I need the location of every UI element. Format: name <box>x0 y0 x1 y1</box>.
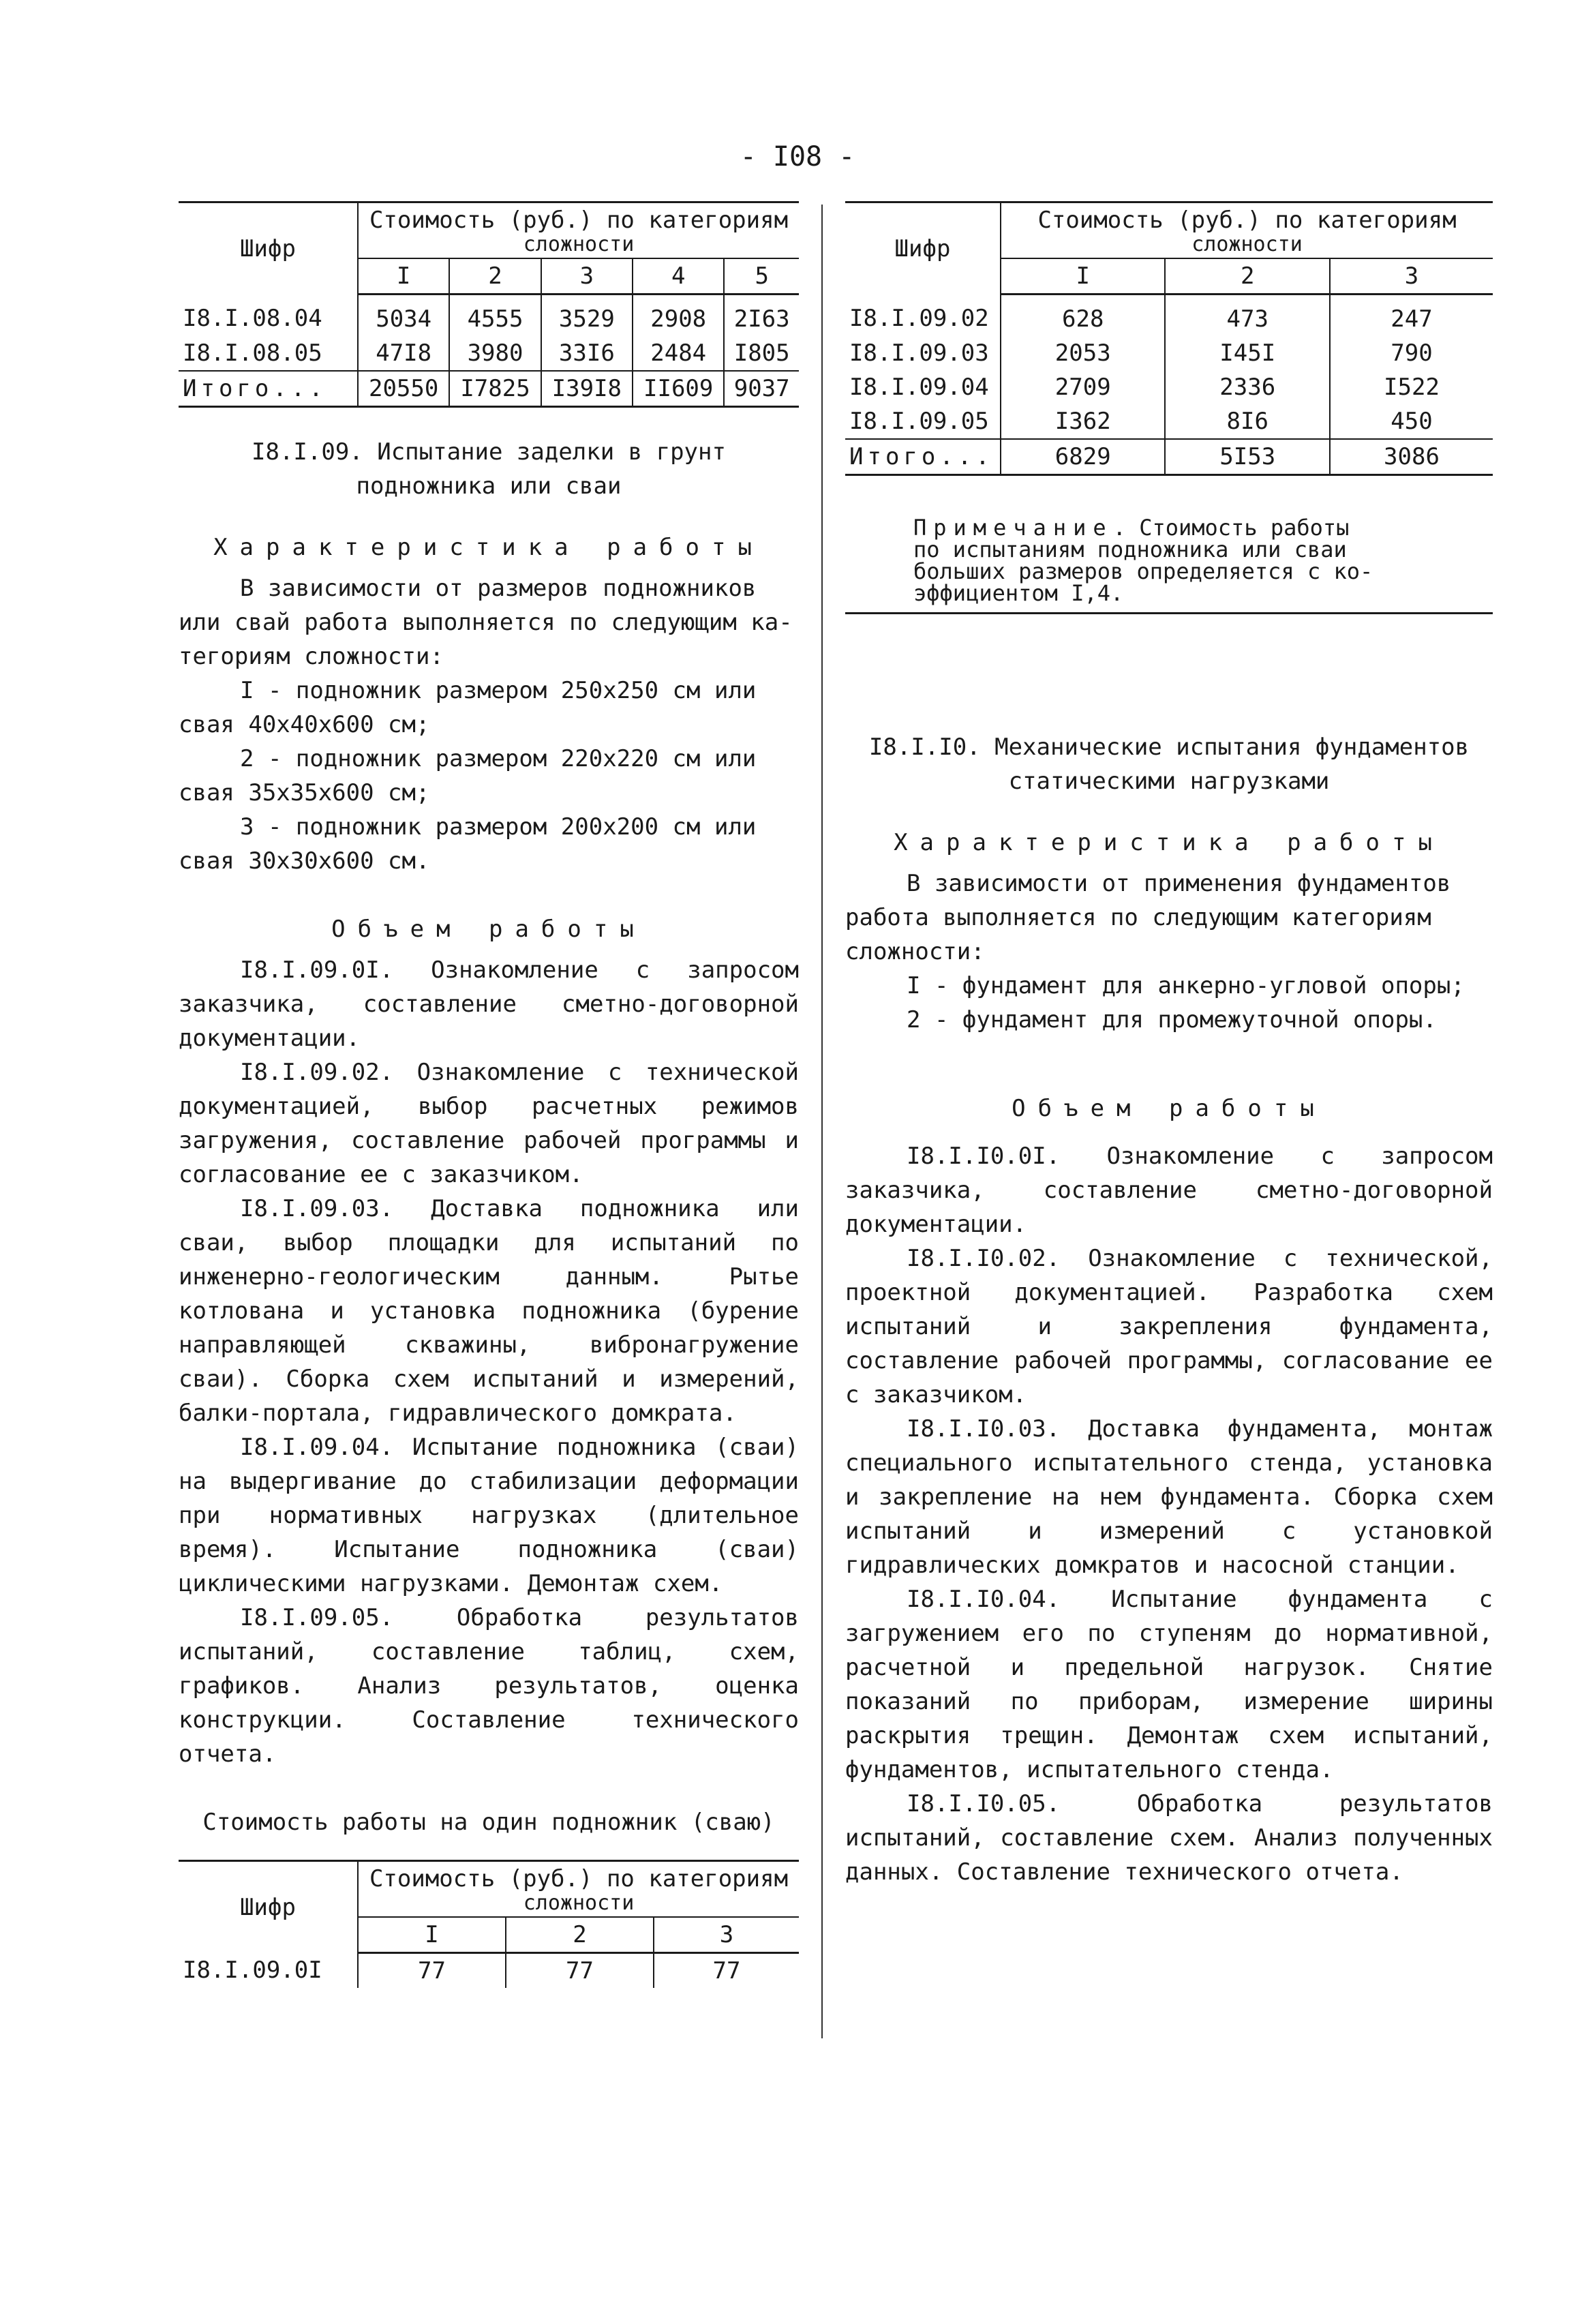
category-line: свая 35х35х600 см; <box>179 779 430 806</box>
cell: 77 <box>654 1953 799 1989</box>
table-row <box>179 1953 799 1989</box>
table-row <box>179 295 799 337</box>
category-line: I - подножник размером 250х250 см или <box>240 677 757 704</box>
col-code-header: Шифр <box>179 202 358 295</box>
table-row <box>845 295 1493 337</box>
work-item: I8.I.I0.05. Обработка результатов испытаний, составление схем. Анализ полученных данных. Составление технического отчета. <box>845 1790 1493 1886</box>
section-title-0109-line2: подножника или сваи <box>356 472 622 500</box>
cost-header-sub: сложности <box>523 232 635 256</box>
category-line: 3 - подножник размером 200х200 см или <box>240 813 757 841</box>
cost-header-text: Стоимость (руб.) по категориям <box>369 207 789 234</box>
char-intro: работа выполняется по следующим категориям <box>845 904 1431 931</box>
cat-header: 5 <box>724 258 799 295</box>
work-item: I8.I.I0.02. Ознакомление с технической, проектной документацией. Разработка схем испытаний и закрепления фундамента, составление рабочей программы, согласование ее с заказчиком. <box>845 1245 1493 1408</box>
work-item: I8.I.09.04. Испытание подножника (сваи) на выдергивание до стабилизации деформации при нормативных нагрузках (длительное время). Испытание подножника (сваи) циклическими нагрузками. Демонтаж схем. <box>179 1434 799 1597</box>
cell: 5034 <box>358 295 449 337</box>
cell: 77 <box>506 1953 654 1989</box>
cat-header: 2 <box>1165 258 1329 295</box>
cell: 450 <box>1330 404 1493 439</box>
col-code-header: Шифр <box>845 202 1001 295</box>
cell: 5I53 <box>1165 439 1329 475</box>
cell: I522 <box>1330 370 1493 404</box>
note-text: . Стоимость работы <box>1112 515 1350 541</box>
row-code: I8.I.09.03 <box>849 339 989 367</box>
note-text: по испытаниям подножника или сваи <box>913 537 1347 562</box>
work-item: I8.I.I0.03. Доставка фундамента, монтаж специального испытательного стенда, установка и закрепление на нем фундамента. Сборка схем испытаний и измерений с установкой гидравлических домкратов и насосной станции. <box>845 1415 1493 1579</box>
row-code: I8.I.09.02 <box>849 305 989 333</box>
category-line: свая 40х40х600 см; <box>179 711 430 738</box>
work-item: I8.I.09.0I. Ознакомление с запросом заказчика, составление сметно-договорной документации. <box>179 956 799 1052</box>
cell: 2908 <box>633 295 724 337</box>
cell: I362 <box>1001 404 1165 439</box>
page-number: - I08 - <box>740 141 855 172</box>
cat-header: 2 <box>506 1917 654 1953</box>
cat-header: I <box>358 258 449 295</box>
row-code: I8.I.09.0I <box>183 1957 322 1985</box>
work-item: I8.I.09.03. Доставка подножника или сваи, выбор площадки для испытаний по инженерно-геологическим данным. Рытье котлована и установка подножника (бурение направляющей скважины, вибронагружение сваи). Сборка схем испытаний и измерений, балки-портала, гидравлического домкрата. <box>179 1195 799 1427</box>
note-text: эффициентом I,4. <box>913 580 1124 606</box>
volume-heading: Объем работы <box>1012 1095 1326 1122</box>
char-intro: или свай работа выполняется по следующим ка- <box>179 609 793 636</box>
cell: 2709 <box>1001 370 1165 404</box>
cat-header: 4 <box>633 258 724 295</box>
cell: I39I8 <box>541 371 633 407</box>
cell: 2I63 <box>724 295 799 337</box>
cell: II609 <box>633 371 724 407</box>
work-item: I8.I.09.02. Ознакомление с технической документацией, выбор расчетных режимов загружения, составление рабочей программы и согласование ее с заказчиком. <box>179 1059 799 1188</box>
category-line: I - фундамент для анкерно-угловой опоры; <box>907 972 1465 999</box>
cell: 2336 <box>1165 370 1329 404</box>
char-intro: тегориям сложности: <box>179 643 444 670</box>
table-row <box>845 370 1493 404</box>
char-intro: сложности: <box>845 938 985 965</box>
col-code-header: Шифр <box>179 1861 358 1953</box>
cell: 77 <box>358 1953 506 1989</box>
note-label: Примечание <box>913 515 1113 541</box>
category-line: свая 30х30х600 см. <box>179 847 430 875</box>
cell: 33I6 <box>541 336 633 371</box>
cost-header-sub: сложности <box>1191 232 1303 256</box>
total-row <box>845 439 1493 475</box>
cost-header <box>1001 202 1493 259</box>
cost-header <box>358 1861 799 1918</box>
cat-header: 3 <box>1330 258 1493 295</box>
cost-table-0109-01 <box>179 1860 799 1988</box>
cell: 2053 <box>1001 336 1165 370</box>
total-label: Итого... <box>845 439 1001 475</box>
table-row <box>845 404 1493 439</box>
work-item: I8.I.I0.04. Испытание фундамента с загружением его по ступеням до нормативной, расчетной и предельной нагрузок. Снятие показаний по приборам, измерение ширины раскрытия трещин. Демонтаж схем испытаний, фундаментов, испытательного стенда. <box>845 1586 1493 1783</box>
cell: 9037 <box>724 371 799 407</box>
cell: 790 <box>1330 336 1493 370</box>
cell: 3529 <box>541 295 633 337</box>
cost-table-0109 <box>845 201 1493 476</box>
total-label: Итого... <box>179 371 358 407</box>
column-divider <box>821 205 823 2038</box>
char-intro: В зависимости от применения фундаментов <box>907 870 1451 897</box>
cat-header: 2 <box>449 258 541 295</box>
table-row <box>845 336 1493 370</box>
table-row <box>179 336 799 371</box>
cell: 473 <box>1165 295 1329 337</box>
cell: 20550 <box>358 371 449 407</box>
cat-header: I <box>358 1917 506 1953</box>
cat-header: 3 <box>654 1917 799 1953</box>
cell: 3980 <box>449 336 541 371</box>
section-title-0110: I8.I.I0. Механические испытания фундаментов <box>868 734 1470 761</box>
cell: 8I6 <box>1165 404 1329 439</box>
row-code: I8.I.08.05 <box>183 339 322 367</box>
work-item: I8.I.I0.0I. Ознакомление с запросом заказчика, составление сметно-договорной документации. <box>845 1143 1493 1238</box>
cost-header-text: Стоимость (руб.) по категориям <box>1037 207 1457 234</box>
category-line: 2 - фундамент для промежуточной опоры. <box>907 1006 1437 1033</box>
cost-table-0108 <box>179 201 799 408</box>
row-code: I8.I.09.04 <box>849 374 989 401</box>
category-line: 2 - подножник размером 220х220 см или <box>240 745 757 772</box>
cost-header-sub: сложности <box>523 1891 635 1915</box>
cost-header-text: Стоимость (руб.) по категориям <box>369 1865 789 1892</box>
char-heading: Характеристика работы <box>894 829 1444 856</box>
work-item: I8.I.09.05. Обработка результатов испытаний, составление таблиц, схем, графиков. Анализ результатов, оценка конструкции. Составление технического отчета. <box>179 1604 799 1768</box>
note-text: больших размеров определяется с ко- <box>913 558 1373 584</box>
cell: 6829 <box>1001 439 1165 475</box>
char-heading: Характеристика работы <box>213 534 764 561</box>
cell: I45I <box>1165 336 1329 370</box>
char-intro: В зависимости от размеров подножников <box>240 575 757 602</box>
cost-note <box>845 517 1493 614</box>
cell: 628 <box>1001 295 1165 337</box>
volume-heading: Объем работы <box>331 916 646 943</box>
cell: 2484 <box>633 336 724 371</box>
cat-header: 3 <box>541 258 633 295</box>
cell: I7825 <box>449 371 541 407</box>
cell: 3086 <box>1330 439 1493 475</box>
section-title-0110-line2: статическими нагрузками <box>1008 768 1330 795</box>
cell: 4555 <box>449 295 541 337</box>
total-row <box>179 371 799 407</box>
cost-caption: Стоимость работы на один подножник (сваю) <box>202 1809 775 1836</box>
section-title-0109: I8.I.09. Испытание заделки в грунт <box>252 438 726 466</box>
cell: 247 <box>1330 295 1493 337</box>
cost-header <box>358 202 799 259</box>
row-code: I8.I.09.05 <box>849 408 989 435</box>
cell: I805 <box>724 336 799 371</box>
cat-header: I <box>1001 258 1165 295</box>
row-code: I8.I.08.04 <box>183 305 322 333</box>
left-column <box>179 201 799 1988</box>
right-column <box>845 201 1493 1889</box>
cell: 47I8 <box>358 336 449 371</box>
